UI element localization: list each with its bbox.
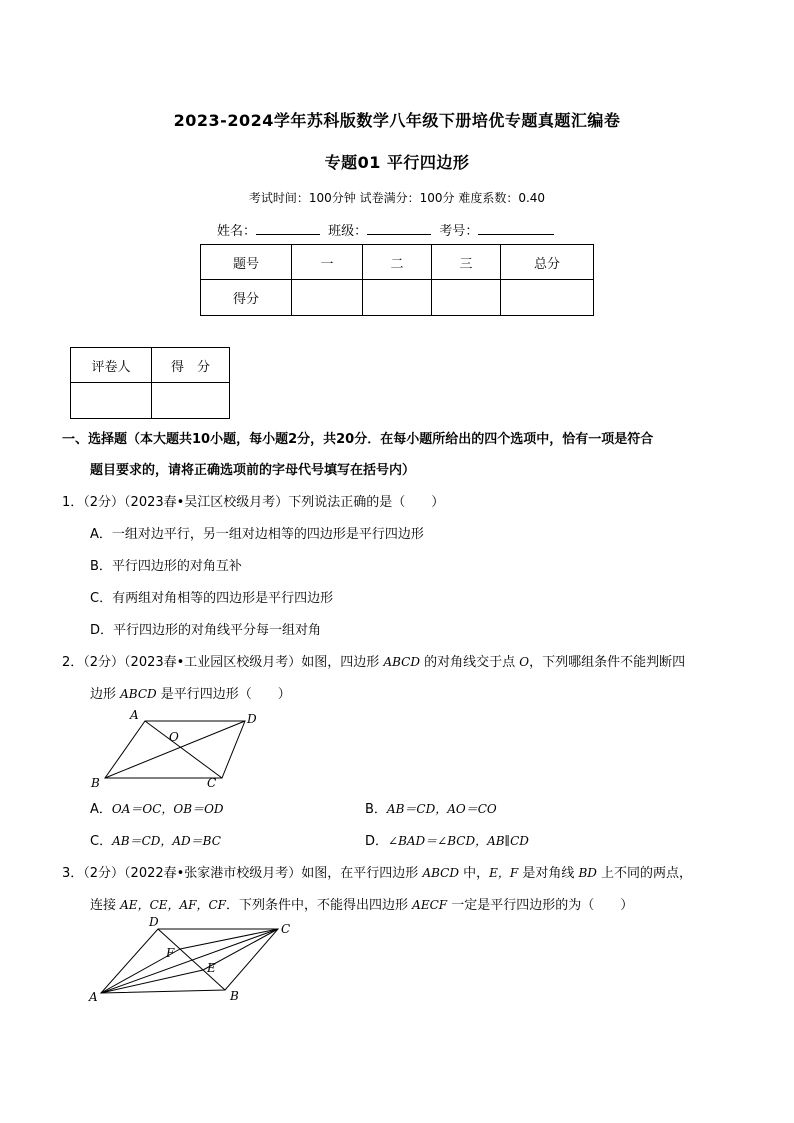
q2-label-d: D bbox=[247, 712, 257, 726]
q2-figure bbox=[85, 705, 270, 795]
score-row-label: 得分 bbox=[201, 280, 292, 316]
q3-label-c: C bbox=[281, 922, 291, 936]
q3-label-b: B bbox=[230, 989, 239, 1003]
q3-var: E，F bbox=[489, 866, 519, 880]
grader-table bbox=[70, 347, 230, 419]
q1-option-c[interactable]: C．有两组对角相等的四边形是平行四边形 bbox=[90, 591, 334, 606]
q2-stem-text: ，下列哪组条件不能判断四 bbox=[529, 655, 686, 670]
q3-var: ABCD bbox=[422, 866, 459, 880]
score-cell[interactable] bbox=[432, 280, 501, 316]
q3-segment-ae bbox=[101, 970, 203, 993]
option-text: OA＝OC，OB＝OD bbox=[111, 802, 224, 816]
q3-stem-text: 中， bbox=[458, 866, 490, 881]
option-letter: D． bbox=[365, 834, 389, 849]
score-header-cell: 题号 bbox=[201, 245, 292, 280]
grader-cell[interactable] bbox=[71, 383, 152, 419]
q3-stem-text: 一定是平行四边形的为（ ） bbox=[447, 898, 634, 913]
q3-var: AECF bbox=[412, 898, 448, 912]
q3-stem-text: 连接 bbox=[90, 898, 121, 913]
q2-diagonal-ac bbox=[145, 721, 222, 778]
id-blank[interactable] bbox=[478, 222, 554, 235]
exam-info: 考试时间：100分钟 试卷满分：100分 难度系数：0.40 bbox=[248, 191, 546, 205]
q3-stem-text: 上不同的两点， bbox=[596, 866, 693, 881]
option-text: AB＝CD，AO＝CO bbox=[386, 802, 497, 816]
grader-score-cell[interactable] bbox=[152, 383, 230, 419]
q3-label-f: F bbox=[166, 946, 175, 960]
name-label: 姓名： bbox=[217, 224, 257, 239]
option-text: ∠BAD＝∠BCD，AB∥CD bbox=[388, 834, 529, 848]
q3-label-a: A bbox=[89, 990, 98, 1004]
document-subtitle: 专题01 平行四边形 bbox=[324, 153, 470, 172]
q1-stem: 1．（2分）（2023春•吴江区校级月考）下列说法正确的是（ ） bbox=[62, 495, 445, 510]
q2-label-a: A bbox=[130, 708, 139, 722]
q3-figure bbox=[85, 912, 300, 1007]
score-cell[interactable] bbox=[363, 280, 432, 316]
q2-stem-text: 是平行四边形（ ） bbox=[156, 687, 291, 702]
q3-var: BD bbox=[578, 866, 597, 880]
score-header-cell: 二 bbox=[363, 245, 432, 280]
q2-label-c: C bbox=[207, 776, 217, 790]
q2-stem-text: 的对角线交于点 bbox=[419, 655, 520, 670]
section-heading-line2: 题目要求的，请将正确选项前的字母代号填写在括号内） bbox=[90, 463, 416, 478]
q2-label-b: B bbox=[91, 776, 100, 790]
score-header: 得 分 bbox=[152, 348, 230, 383]
grader-header: 评卷人 bbox=[71, 348, 152, 383]
id-label: 考号： bbox=[439, 224, 479, 239]
name-blank[interactable] bbox=[256, 222, 320, 235]
section-heading-line1: 一、选择题（本大题共10小题，每小题2分，共20分．在每小题所给出的四个选项中，恰有一项是符合 bbox=[62, 432, 654, 447]
q3-stem-text: 是对角线 bbox=[518, 866, 579, 881]
class-blank[interactable] bbox=[367, 222, 431, 235]
q2-option-d[interactable] bbox=[365, 830, 529, 849]
q1-option-a[interactable]: A．一组对边平行，另一组对边相等的四边形是平行四边形 bbox=[90, 527, 424, 542]
q3-stem-text: ．下列条件中，不能得出四边形 bbox=[226, 898, 413, 913]
q1-option-b[interactable]: B．平行四边形的对角互补 bbox=[90, 559, 242, 574]
q2-option-b[interactable] bbox=[365, 798, 497, 817]
q2-var: ABCD bbox=[120, 687, 157, 701]
q2-stem-line2 bbox=[90, 683, 291, 702]
q2-var: O bbox=[519, 655, 530, 669]
score-header-cell: 三 bbox=[432, 245, 501, 280]
q3-label-e: E bbox=[207, 961, 216, 975]
score-table bbox=[200, 244, 594, 316]
q3-diagonal-ac bbox=[101, 929, 278, 993]
option-letter: C． bbox=[90, 834, 113, 849]
q1-option-d[interactable]: D．平行四边形的对角线平分每一组对角 bbox=[90, 623, 322, 638]
score-header-cell: 一 bbox=[292, 245, 363, 280]
q3-stem-text: 3．（2分）（2022春•张家港市校级月考）如图，在平行四边形 bbox=[62, 866, 423, 881]
q2-var: ABCD bbox=[383, 655, 420, 669]
option-text: AB＝CD，AD＝BC bbox=[112, 834, 221, 848]
q2-stem-text: 边形 bbox=[90, 687, 121, 702]
q2-stem-text: 2．（2分）（2023春•工业园区校级月考）如图，四边形 bbox=[62, 655, 384, 670]
q3-stem-line2 bbox=[90, 894, 633, 913]
q2-label-o: O bbox=[169, 730, 179, 744]
q2-stem-line1 bbox=[62, 651, 685, 670]
class-label: 班级： bbox=[328, 224, 368, 239]
document-title: 2023-2024学年苏科版数学八年级下册培优专题真题汇编卷 bbox=[173, 111, 621, 130]
score-header-cell: 总分 bbox=[501, 245, 594, 280]
q2-option-a[interactable] bbox=[90, 798, 224, 817]
option-letter: A． bbox=[90, 802, 112, 817]
score-cell[interactable] bbox=[501, 280, 594, 316]
option-letter: B． bbox=[365, 802, 387, 817]
q3-var: AE，CE，AF，CF bbox=[120, 898, 227, 912]
student-info-line bbox=[217, 220, 558, 239]
q3-label-d: D bbox=[149, 915, 159, 929]
q3-stem-line1 bbox=[62, 862, 692, 881]
q2-option-c[interactable] bbox=[90, 830, 221, 849]
score-cell[interactable] bbox=[292, 280, 363, 316]
